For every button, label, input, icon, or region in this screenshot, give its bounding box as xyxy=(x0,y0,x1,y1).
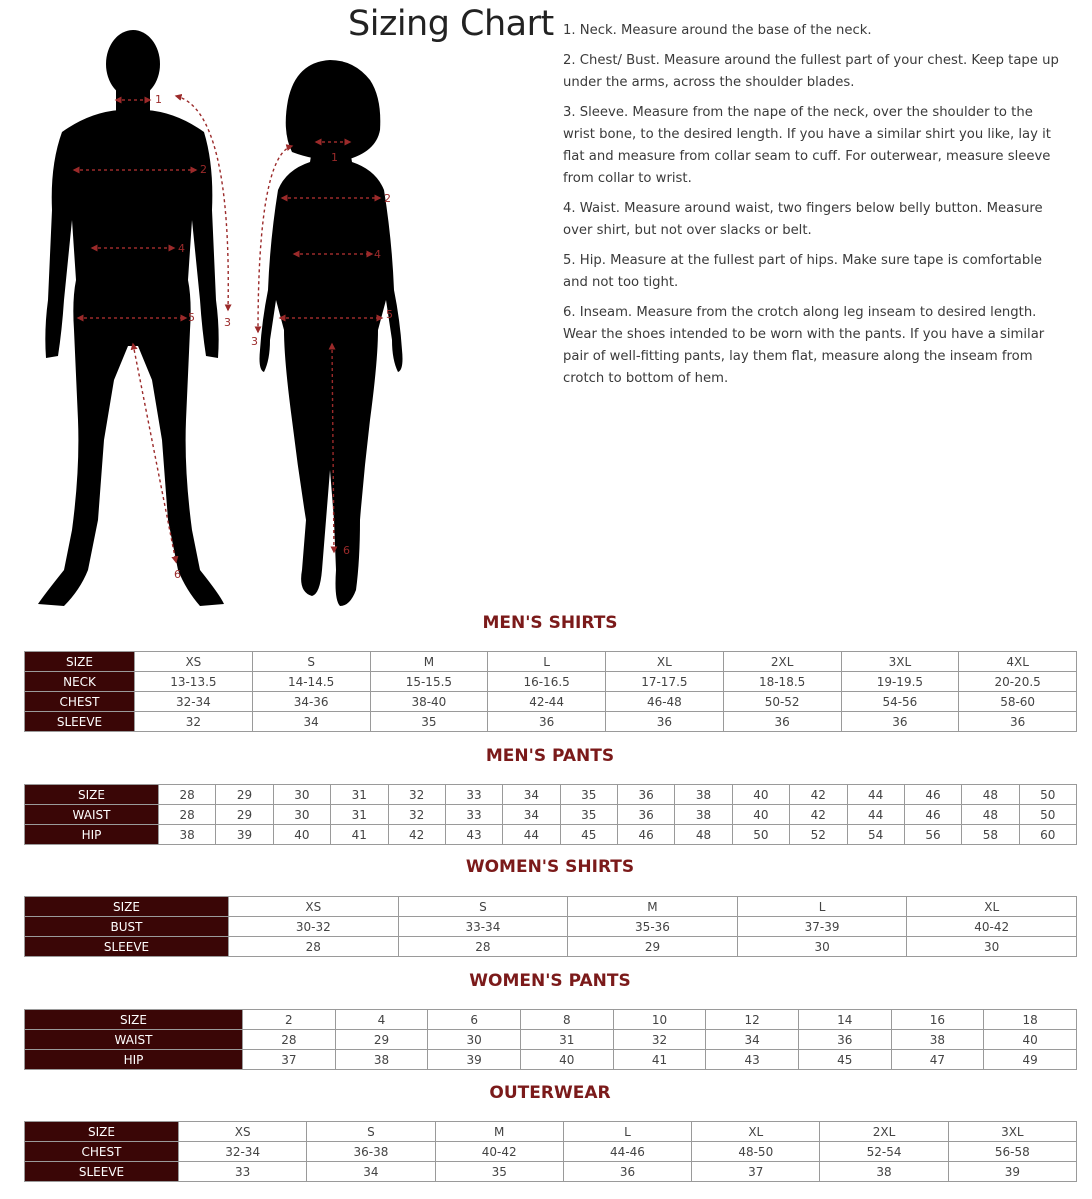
row-header: WAIST xyxy=(25,1030,243,1050)
table-cell: 52-54 xyxy=(820,1142,948,1162)
figure-label: 5 xyxy=(386,308,393,321)
table-row xyxy=(25,1030,1077,1050)
section-title-mens-shirts: MEN'S SHIRTS xyxy=(482,613,618,633)
table-cell: 58 xyxy=(962,825,1019,845)
table-cell: 33 xyxy=(179,1162,307,1182)
table-cell: 41 xyxy=(331,825,388,845)
table-cell: 50-52 xyxy=(723,692,841,712)
table-cell: 17-17.5 xyxy=(606,672,724,692)
table-cell: M xyxy=(435,1122,563,1142)
table-cell: 38 xyxy=(335,1050,428,1070)
table-row xyxy=(25,672,1077,692)
table-cell: 3XL xyxy=(948,1122,1076,1142)
table-row xyxy=(25,1142,1077,1162)
table-row xyxy=(25,917,1077,937)
table-cell: 14-14.5 xyxy=(252,672,370,692)
page-title: Sizing Chart xyxy=(348,4,554,44)
table-cell: 33 xyxy=(445,785,502,805)
table-row xyxy=(25,1162,1077,1182)
row-header: SIZE xyxy=(25,1010,243,1030)
table-cell: 39 xyxy=(216,825,273,845)
table-cell: 40 xyxy=(732,785,789,805)
table-cell: M xyxy=(370,652,488,672)
row-header: SIZE xyxy=(25,1122,179,1142)
table-row xyxy=(25,937,1077,957)
table-cell: 38 xyxy=(820,1162,948,1182)
table-cell: 54-56 xyxy=(841,692,959,712)
table-cell: L xyxy=(737,897,907,917)
table-cell: 30 xyxy=(428,1030,521,1050)
table-cell: 15-15.5 xyxy=(370,672,488,692)
table-cell: 28 xyxy=(243,1030,336,1050)
section-title-outerwear: OUTERWEAR xyxy=(489,1083,611,1103)
table-cell: 37 xyxy=(243,1050,336,1070)
table-cell: S xyxy=(307,1122,435,1142)
table-cell: 36 xyxy=(723,712,841,732)
table-cell: 44 xyxy=(847,805,904,825)
table-cell: L xyxy=(488,652,606,672)
table-cell: 36 xyxy=(841,712,959,732)
table-cell: 20-20.5 xyxy=(959,672,1077,692)
table-row xyxy=(25,1050,1077,1070)
table-cell: 36 xyxy=(618,805,675,825)
male-silhouette xyxy=(38,30,224,606)
table-cell: 44 xyxy=(847,785,904,805)
table-cell: 40 xyxy=(273,825,330,845)
instruction-item: 4. Waist. Measure around waist, two fingers below belly button. Measure over shirt, but not over slacks or belt. xyxy=(563,201,1043,238)
table-cell: L xyxy=(563,1122,691,1142)
row-header: SIZE xyxy=(25,897,229,917)
table-cell: 4XL xyxy=(959,652,1077,672)
table-cell: 30 xyxy=(273,805,330,825)
table-cell: 2XL xyxy=(723,652,841,672)
row-header: SIZE xyxy=(25,652,135,672)
table-cell: 38-40 xyxy=(370,692,488,712)
table-cell: 37-39 xyxy=(737,917,907,937)
instruction-item: 5. Hip. Measure at the fullest part of hips. Make sure tape is comfortable and not too tight. xyxy=(563,253,1043,290)
figure-label: 6 xyxy=(343,544,350,557)
figure-label: 4 xyxy=(178,242,185,255)
table-cell: 37 xyxy=(692,1162,820,1182)
table-cell: 29 xyxy=(335,1030,428,1050)
table-cell: 16 xyxy=(891,1010,984,1030)
table-cell: 43 xyxy=(445,825,502,845)
table-cell: 39 xyxy=(948,1162,1076,1182)
figure-label: 2 xyxy=(384,192,391,205)
table-cell: 35 xyxy=(560,805,617,825)
table-row xyxy=(25,897,1077,917)
table-cell: 34 xyxy=(307,1162,435,1182)
table-cell: 40 xyxy=(984,1030,1077,1050)
table-cell: 42 xyxy=(790,785,847,805)
instruction-item: 6. Inseam. Measure from the crotch along leg inseam to desired length. Wear the shoes intended to be worn with the pants. If you have a similar pair of well-fitting pants, lay them flat, measure along the inseam from crotch to bottom of hem. xyxy=(563,305,1045,386)
table-cell: 32 xyxy=(388,785,445,805)
table-cell: 30 xyxy=(907,937,1077,957)
table-cell: 60 xyxy=(1019,825,1076,845)
table-cell: 48 xyxy=(675,825,732,845)
row-header: BUST xyxy=(25,917,229,937)
section-title-womens-pants: WOMEN'S PANTS xyxy=(469,971,631,991)
table-cell: 35 xyxy=(560,785,617,805)
table-cell: 42 xyxy=(790,805,847,825)
table-cell: 34-36 xyxy=(252,692,370,712)
table-cell: 42 xyxy=(388,825,445,845)
table-cell: 46 xyxy=(904,785,961,805)
table-cell: 50 xyxy=(732,825,789,845)
row-header: CHEST xyxy=(25,1142,179,1162)
table-cell: 36 xyxy=(798,1030,891,1050)
table-cell: 29 xyxy=(216,785,273,805)
table-cell: 32-34 xyxy=(179,1142,307,1162)
table-row xyxy=(25,692,1077,712)
table-row xyxy=(25,805,1077,825)
table-cell: 42-44 xyxy=(488,692,606,712)
table-cell: 30 xyxy=(273,785,330,805)
table-cell: 31 xyxy=(331,805,388,825)
table-cell: 46 xyxy=(904,805,961,825)
table-cell: 44-46 xyxy=(563,1142,691,1162)
table-cell: 48 xyxy=(962,805,1019,825)
figure-label: 4 xyxy=(374,248,381,261)
table-cell: 29 xyxy=(568,937,738,957)
table-cell: 35 xyxy=(435,1162,563,1182)
table-cell: 3XL xyxy=(841,652,959,672)
table-cell: 32 xyxy=(135,712,253,732)
row-header: WAIST xyxy=(25,805,159,825)
mens-shirts-table xyxy=(24,651,1077,732)
table-cell: 47 xyxy=(891,1050,984,1070)
measurement-figures xyxy=(0,0,560,620)
table-cell: 18 xyxy=(984,1010,1077,1030)
table-cell: 40-42 xyxy=(907,917,1077,937)
table-cell: 36 xyxy=(618,785,675,805)
table-cell: 19-19.5 xyxy=(841,672,959,692)
table-cell: 12 xyxy=(706,1010,799,1030)
row-header: SLEEVE xyxy=(25,1162,179,1182)
table-cell: 58-60 xyxy=(959,692,1077,712)
row-header: SLEEVE xyxy=(25,937,229,957)
table-cell: 36 xyxy=(488,712,606,732)
table-cell: 40 xyxy=(732,805,789,825)
table-cell: 38 xyxy=(891,1030,984,1050)
table-cell: 13-13.5 xyxy=(135,672,253,692)
table-row xyxy=(25,1122,1077,1142)
table-cell: 33 xyxy=(445,805,502,825)
table-cell: 56 xyxy=(904,825,961,845)
table-cell: 38 xyxy=(675,785,732,805)
table-cell: XL xyxy=(907,897,1077,917)
table-cell: 28 xyxy=(159,785,216,805)
table-cell: 28 xyxy=(229,937,399,957)
table-cell: 50 xyxy=(1019,785,1076,805)
table-cell: 16-16.5 xyxy=(488,672,606,692)
table-cell: 35-36 xyxy=(568,917,738,937)
table-cell: 2XL xyxy=(820,1122,948,1142)
table-cell: 45 xyxy=(560,825,617,845)
table-cell: 18-18.5 xyxy=(723,672,841,692)
section-title-mens-pants: MEN'S PANTS xyxy=(485,746,615,766)
table-cell: S xyxy=(252,652,370,672)
instruction-item: 2. Chest/ Bust. Measure around the fullest part of your chest. Keep tape up under the arms, across the shoulder blades. xyxy=(563,53,1059,90)
table-cell: 36 xyxy=(563,1162,691,1182)
table-cell: 32 xyxy=(388,805,445,825)
table-row xyxy=(25,1010,1077,1030)
table-row xyxy=(25,825,1077,845)
outerwear-table xyxy=(24,1121,1077,1182)
table-cell: 48-50 xyxy=(692,1142,820,1162)
row-header: SLEEVE xyxy=(25,712,135,732)
table-cell: 31 xyxy=(520,1030,613,1050)
figure-label: 1 xyxy=(155,93,162,106)
table-cell: S xyxy=(398,897,568,917)
table-cell: 28 xyxy=(398,937,568,957)
figure-label: 6 xyxy=(174,568,181,581)
table-cell: 31 xyxy=(331,785,388,805)
table-cell: 32 xyxy=(613,1030,706,1050)
table-cell: 38 xyxy=(675,805,732,825)
table-cell: 48 xyxy=(962,785,1019,805)
table-cell: 14 xyxy=(798,1010,891,1030)
table-cell: 2 xyxy=(243,1010,336,1030)
table-row xyxy=(25,712,1077,732)
womens-pants-table xyxy=(24,1009,1077,1070)
table-cell: 32-34 xyxy=(135,692,253,712)
table-row xyxy=(25,785,1077,805)
instruction-item: 1. Neck. Measure around the base of the neck. xyxy=(563,23,872,38)
womens-shirts-table xyxy=(24,896,1077,957)
table-cell: 29 xyxy=(216,805,273,825)
table-cell: 30-32 xyxy=(229,917,399,937)
table-cell: 40 xyxy=(520,1050,613,1070)
table-cell: M xyxy=(568,897,738,917)
table-cell: XL xyxy=(692,1122,820,1142)
row-header: HIP xyxy=(25,1050,243,1070)
table-cell: 46-48 xyxy=(606,692,724,712)
table-cell: 44 xyxy=(503,825,560,845)
row-header: NECK xyxy=(25,672,135,692)
table-cell: 30 xyxy=(737,937,907,957)
row-header: HIP xyxy=(25,825,159,845)
row-header: SIZE xyxy=(25,785,159,805)
table-row xyxy=(25,652,1077,672)
table-cell: 36 xyxy=(959,712,1077,732)
table-cell: 56-58 xyxy=(948,1142,1076,1162)
table-cell: 34 xyxy=(252,712,370,732)
figure-label: 3 xyxy=(224,316,231,329)
instruction-item: 3. Sleeve. Measure from the nape of the neck, over the shoulder to the wrist bone, to the desired length. If you have a similar shirt you like, lay it flat and measure from collar seam to cuff. For outerwear, measure sleeve from collar to wrist. xyxy=(563,105,1051,186)
figure-label: 3 xyxy=(251,335,258,348)
table-cell: 49 xyxy=(984,1050,1077,1070)
table-cell: XS xyxy=(229,897,399,917)
table-cell: 36 xyxy=(606,712,724,732)
table-cell: 40-42 xyxy=(435,1142,563,1162)
table-cell: XL xyxy=(606,652,724,672)
table-cell: 6 xyxy=(428,1010,521,1030)
table-cell: 54 xyxy=(847,825,904,845)
table-cell: 39 xyxy=(428,1050,521,1070)
table-cell: 36-38 xyxy=(307,1142,435,1162)
table-cell: 50 xyxy=(1019,805,1076,825)
table-cell: 35 xyxy=(370,712,488,732)
table-cell: 28 xyxy=(159,805,216,825)
table-cell: 4 xyxy=(335,1010,428,1030)
table-cell: XS xyxy=(135,652,253,672)
table-cell: 38 xyxy=(159,825,216,845)
table-cell: 34 xyxy=(503,785,560,805)
table-cell: 34 xyxy=(706,1030,799,1050)
table-cell: 41 xyxy=(613,1050,706,1070)
figure-label: 5 xyxy=(188,311,195,324)
table-cell: 52 xyxy=(790,825,847,845)
table-cell: 33-34 xyxy=(398,917,568,937)
table-cell: 8 xyxy=(520,1010,613,1030)
table-cell: XS xyxy=(179,1122,307,1142)
row-header: CHEST xyxy=(25,692,135,712)
section-title-womens-shirts: WOMEN'S SHIRTS xyxy=(465,857,635,877)
table-cell: 43 xyxy=(706,1050,799,1070)
mens-pants-table xyxy=(24,784,1077,845)
table-cell: 45 xyxy=(798,1050,891,1070)
figure-label: 2 xyxy=(200,163,207,176)
table-cell: 34 xyxy=(503,805,560,825)
table-cell: 46 xyxy=(618,825,675,845)
figure-label: 1 xyxy=(331,151,338,164)
measurement-instructions xyxy=(563,20,1063,398)
table-cell: 10 xyxy=(613,1010,706,1030)
